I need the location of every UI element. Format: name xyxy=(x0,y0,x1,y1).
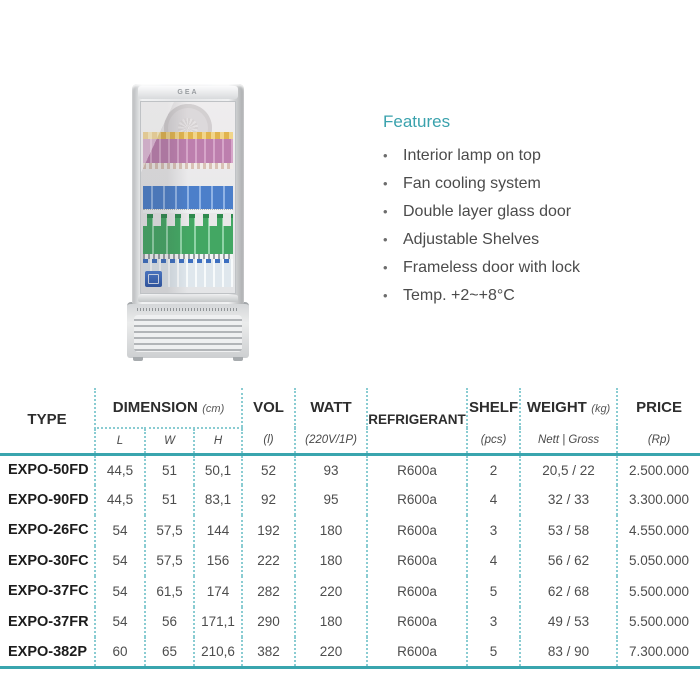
feature-text: Frameless door with lock xyxy=(403,259,580,276)
door-bottom-frame xyxy=(138,295,238,302)
bullet-icon: • xyxy=(383,288,388,303)
subheader-price-unit: (Rp) xyxy=(617,428,700,454)
model-name-cell: EXPO-382P xyxy=(0,637,95,668)
model-name-cell: EXPO-37FC xyxy=(8,583,89,600)
weight-cell: 20,5 / 22 xyxy=(520,454,617,485)
dim-l-cell: 44,5 xyxy=(95,485,145,516)
vol-cell: 92 xyxy=(242,485,295,516)
table-row xyxy=(0,637,700,668)
vol-cell: 382 xyxy=(242,637,295,668)
refrigerant-cell: R600a xyxy=(367,485,467,516)
weight-cell: 49 / 53 xyxy=(520,607,617,638)
col-header-shelf: SHELF xyxy=(467,388,520,428)
table-row xyxy=(0,485,700,516)
dim-w-cell: 57,5 xyxy=(145,515,194,546)
refrigerant-cell: R600a xyxy=(367,576,467,607)
model-name-cell: EXPO-26FC xyxy=(8,522,89,539)
price-cell: 5.500.000 xyxy=(617,576,700,607)
watt-cell: 180 xyxy=(295,546,367,577)
model-name-cell: EXPO-30FC xyxy=(8,552,89,569)
dim-h-cell: 156 xyxy=(194,546,242,577)
watt-cell: 93 xyxy=(295,454,367,485)
watt-cell: 180 xyxy=(295,515,367,546)
shelf-cell: 5 xyxy=(467,637,520,668)
col-header-refrigerant: REFRIGERANT xyxy=(367,388,467,454)
col-header-type: TYPE xyxy=(27,411,67,429)
shelf-cell: 4 xyxy=(467,485,520,516)
dim-w-cell: 61,5 xyxy=(145,576,194,607)
vol-cell: 192 xyxy=(242,515,295,546)
subheader-length: L xyxy=(95,428,145,454)
vol-cell: 222 xyxy=(242,546,295,577)
refrigerant-cell: R600a xyxy=(367,546,467,577)
dim-l-cell: 44,5 xyxy=(95,454,145,485)
dim-l-cell: 60 xyxy=(95,637,145,668)
subheader-watt-unit: (220V/1P) xyxy=(295,428,367,454)
features-title: Features xyxy=(383,112,451,131)
subheader-vol-unit: (l) xyxy=(242,428,295,454)
feature-text: Temp. +2~+8°C xyxy=(403,287,515,304)
feature-item xyxy=(383,282,673,310)
shelf-cell: 5 xyxy=(467,576,520,607)
dim-w-cell: 65 xyxy=(145,637,194,668)
brand-logo-label: GEA xyxy=(138,86,238,99)
weight-cell: 32 / 33 xyxy=(520,485,617,516)
model-name-cell: EXPO-37FR xyxy=(8,613,89,630)
feature-text: Double layer glass door xyxy=(403,203,572,220)
dim-l-cell: 54 xyxy=(95,576,145,607)
table-row xyxy=(0,454,700,485)
watt-cell: 220 xyxy=(295,637,367,668)
cooler-compressor-base xyxy=(127,302,249,358)
watt-cell: 95 xyxy=(295,485,367,516)
vol-cell: 282 xyxy=(242,576,295,607)
model-name-cell: EXPO-90FD xyxy=(8,491,89,508)
price-cell: 2.500.000 xyxy=(617,454,700,485)
dim-w-cell: 56 xyxy=(145,607,194,638)
base-vent-dots xyxy=(137,308,239,311)
price-cell: 7.300.000 xyxy=(617,637,700,668)
cooler-cabinet xyxy=(132,84,244,304)
model-name-cell: EXPO-50FD xyxy=(0,454,95,485)
features-section xyxy=(383,112,673,310)
shelf-cell: 3 xyxy=(467,607,520,638)
subheader-shelf-unit: (pcs) xyxy=(467,428,520,454)
price-cell: 5.500.000 xyxy=(617,607,700,638)
cooler-glass-door xyxy=(140,101,236,294)
col-header-price: PRICE xyxy=(617,388,700,428)
price-cell: 3.300.000 xyxy=(617,485,700,516)
feature-text: Fan cooling system xyxy=(403,175,541,192)
col-header-weight: WEIGHT (kg) xyxy=(520,388,617,428)
vol-cell: 290 xyxy=(242,607,295,638)
feature-item xyxy=(383,142,673,170)
base-louver-grille xyxy=(134,315,242,352)
feature-item xyxy=(383,170,673,198)
product-photo xyxy=(127,84,249,358)
bullet-icon: • xyxy=(383,204,388,219)
dim-w-cell: 51 xyxy=(145,485,194,516)
price-cell: 5.050.000 xyxy=(617,546,700,577)
dim-h-cell: 171,1 xyxy=(194,607,242,638)
col-header-watt: WATT xyxy=(295,388,367,428)
col-header-dimension: DIMENSION (cm) xyxy=(95,388,242,428)
dim-h-cell: 83,1 xyxy=(194,485,242,516)
bullet-icon: • xyxy=(383,232,388,247)
feature-item xyxy=(383,226,673,254)
refrigerant-cell: R600a xyxy=(367,454,467,485)
dim-h-cell: 210,6 xyxy=(194,637,242,668)
price-cell: 4.550.000 xyxy=(617,515,700,546)
refrigerant-cell: R600a xyxy=(367,515,467,546)
shelf-cell: 4 xyxy=(467,546,520,577)
dim-h-cell: 174 xyxy=(194,576,242,607)
cooler-foot-left xyxy=(133,357,143,361)
dim-h-cell: 144 xyxy=(194,515,242,546)
dim-l-cell: 54 xyxy=(95,607,145,638)
table-row xyxy=(0,515,700,546)
table-row xyxy=(0,546,700,577)
subheader-weight-nett-gross: Nett | Gross xyxy=(520,428,617,454)
weight-cell: 83 / 90 xyxy=(520,637,617,668)
dim-h-cell: 50,1 xyxy=(194,454,242,485)
spec-table xyxy=(0,388,700,669)
dim-w-cell: 51 xyxy=(145,454,194,485)
watt-cell: 180 xyxy=(295,607,367,638)
subheader-width: W xyxy=(145,428,194,454)
glass-reflection xyxy=(141,102,235,293)
feature-item xyxy=(383,254,673,282)
bullet-icon: • xyxy=(383,148,388,163)
feature-text: Adjustable Shelves xyxy=(403,231,540,248)
feature-text: Interior lamp on top xyxy=(403,147,541,164)
feature-item xyxy=(383,198,673,226)
dim-l-cell: 54 xyxy=(95,546,145,577)
dim-w-cell: 57,5 xyxy=(145,546,194,577)
weight-cell: 56 / 62 xyxy=(520,546,617,577)
bullet-icon: • xyxy=(383,260,388,275)
table-row xyxy=(0,607,700,638)
table-row xyxy=(0,576,700,607)
shelf-cell: 3 xyxy=(467,515,520,546)
dim-l-cell: 54 xyxy=(95,515,145,546)
refrigerant-cell: R600a xyxy=(367,637,467,668)
cooler-foot-right xyxy=(233,357,243,361)
col-header-vol: VOL xyxy=(242,388,295,428)
bullet-icon: • xyxy=(383,176,388,191)
weight-cell: 62 / 68 xyxy=(520,576,617,607)
shelf-cell: 2 xyxy=(467,454,520,485)
refrigerant-cell: R600a xyxy=(367,607,467,638)
weight-cell: 53 / 58 xyxy=(520,515,617,546)
vol-cell: 52 xyxy=(242,454,295,485)
subheader-height: H xyxy=(194,428,242,454)
watt-cell: 220 xyxy=(295,576,367,607)
